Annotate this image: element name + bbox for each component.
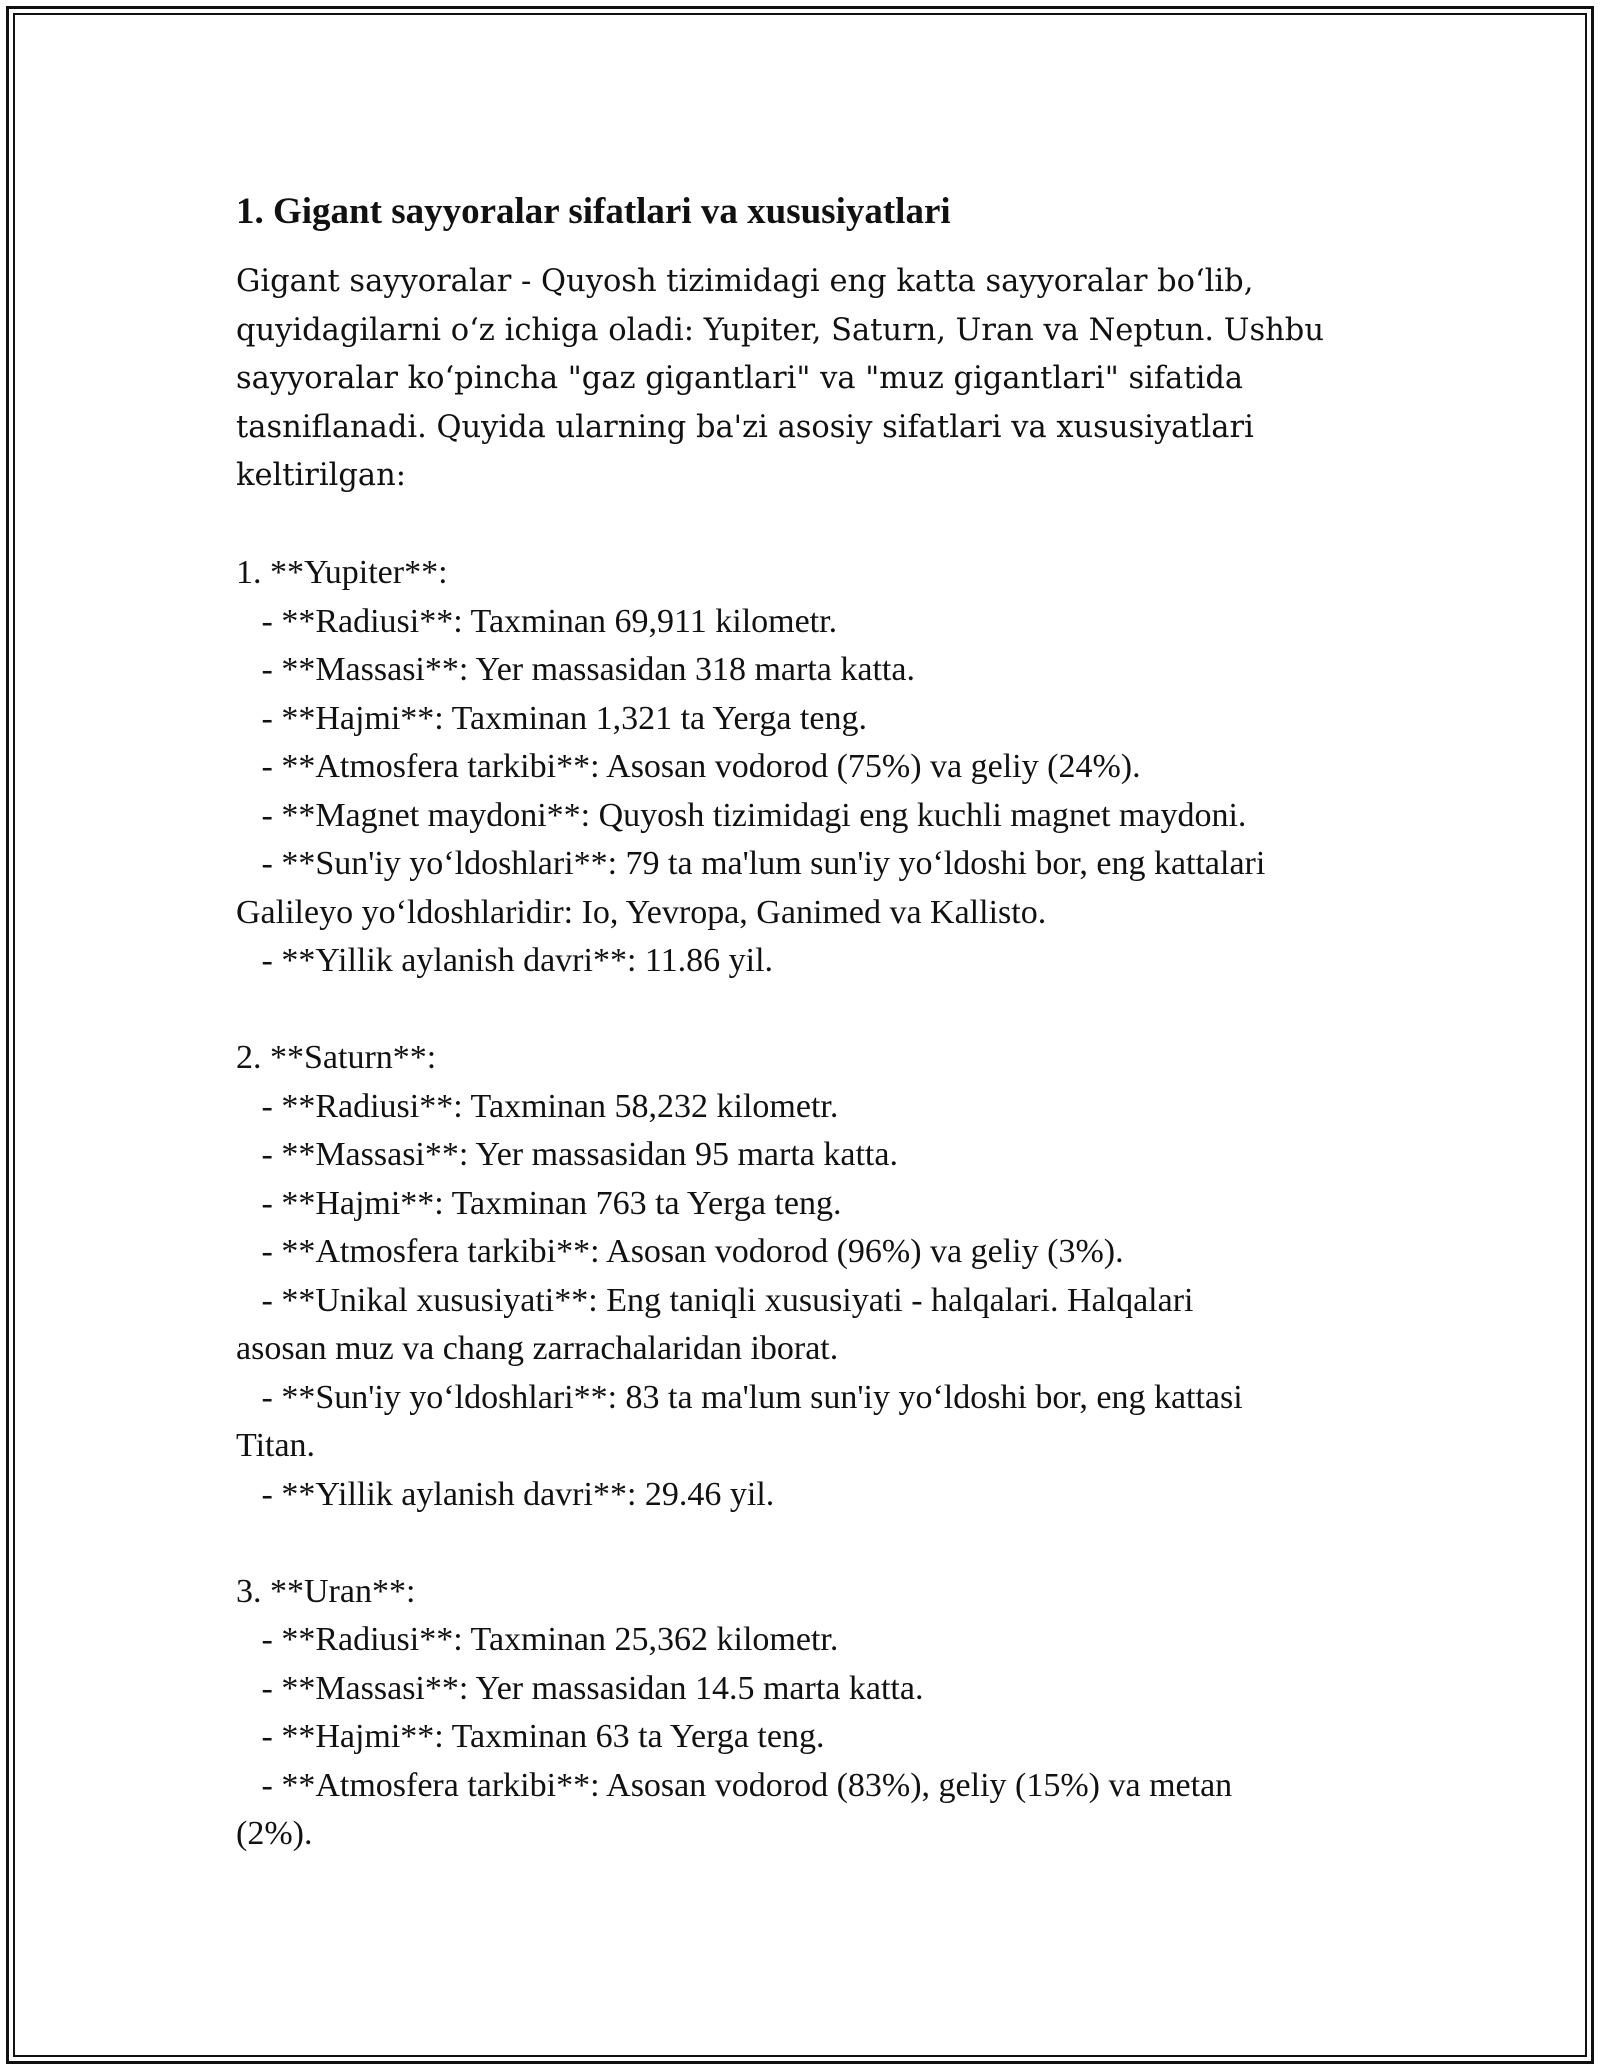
document-page bbox=[236, 188, 1376, 1859]
list-item-continuation: (2%). bbox=[236, 1815, 313, 1852]
intro-line: sayyoralar ko‘pincha "gaz gigantlari" va "muz gigantlari" sifatida bbox=[236, 361, 1244, 396]
list-item: - **Yillik aylanish davri**: 11.86 yil. bbox=[236, 942, 774, 979]
blank-line bbox=[236, 1519, 1376, 1568]
yupiter-section bbox=[236, 549, 1376, 986]
intro-line: Gigant sayyoralar - Quyosh tizimidagi eng katta sayyoralar bo‘lib, bbox=[236, 264, 1254, 299]
saturn-section bbox=[236, 1034, 1376, 1519]
list-item: - **Yillik aylanish davri**: 29.46 yil. bbox=[236, 1475, 775, 1513]
list-item: - **Hajmi**: Taxminan 1,321 ta Yerga teng. bbox=[236, 699, 867, 737]
intro-paragraph bbox=[236, 258, 1376, 501]
blank-line bbox=[236, 501, 1376, 550]
list-item: - **Atmosfera tarkibi**: Asosan vodorod (96%) va geliy (3%). bbox=[236, 1233, 1124, 1270]
list-item: - **Massasi**: Yer massasidan 318 marta katta. bbox=[236, 651, 915, 688]
list-item: - **Massasi**: Yer massasidan 14.5 marta katta. bbox=[236, 1669, 924, 1707]
list-item: - **Hajmi**: Taxminan 763 ta Yerga teng. bbox=[236, 1184, 842, 1222]
uran-section bbox=[236, 1568, 1376, 1859]
list-item: - **Hajmi**: Taxminan 63 ta Yerga teng. bbox=[236, 1718, 825, 1755]
list-item: - **Atmosfera tarkibi**: Asosan vodorod (75%) va geliy (24%). bbox=[236, 748, 1141, 785]
list-item-heading: 3. **Uran**: bbox=[236, 1572, 416, 1610]
intro-line: tasniflanadi. Quyida ularning ba'zi asosiy sifatlari va xususiyatlari bbox=[236, 409, 1254, 445]
list-item: - **Atmosfera tarkibi**: Asosan vodorod (83%), geliy (15%) va metan bbox=[236, 1766, 1233, 1804]
list-item: - **Radiusi**: Taxminan 25,362 kilometr. bbox=[236, 1621, 839, 1658]
blank-line bbox=[236, 986, 1376, 1035]
list-item: - **Magnet maydoni**: Quyosh tizimidagi eng kuchli magnet maydoni. bbox=[236, 796, 1247, 834]
list-item: - **Massasi**: Yer massasidan 95 marta katta. bbox=[236, 1136, 898, 1173]
list-item-continuation: Galileyo yo‘ldoshlaridir: Io, Yevropa, Ganimed va Kallisto. bbox=[236, 893, 1047, 931]
list-item-heading: 2. **Saturn**: bbox=[236, 1039, 437, 1076]
list-item-heading: 1. **Yupiter**: bbox=[236, 554, 448, 591]
list-item: - **Sun'iy yo‘ldoshlari**: 79 ta ma'lum sun'iy yo‘ldoshi bor, eng kattalari bbox=[236, 845, 1266, 882]
intro-line: quyidagilarni o‘z ichiga oladi: Yupiter, Saturn, Uran va Neptun. Ushbu bbox=[236, 312, 1324, 348]
list-item-continuation: Titan. bbox=[236, 1427, 316, 1464]
list-item: - **Unikal xususiyati**: Eng taniqli xususiyati - halqalari. Halqalari bbox=[236, 1281, 1194, 1319]
list-item: - **Sun'iy yo‘ldoshlari**: 83 ta ma'lum sun'iy yo‘ldoshi bor, eng kattasi bbox=[236, 1378, 1243, 1416]
intro-line: keltirilgan: bbox=[236, 458, 407, 493]
list-item: - **Radiusi**: Taxminan 58,232 kilometr. bbox=[236, 1087, 839, 1125]
section-heading: 1. Gigant sayyoralar sifatlari va xususiyatlari bbox=[236, 191, 951, 232]
list-item: - **Radiusi**: Taxminan 69,911 kilometr. bbox=[236, 602, 838, 640]
list-item-continuation: asosan muz va chang zarrachalaridan iborat. bbox=[236, 1330, 839, 1367]
